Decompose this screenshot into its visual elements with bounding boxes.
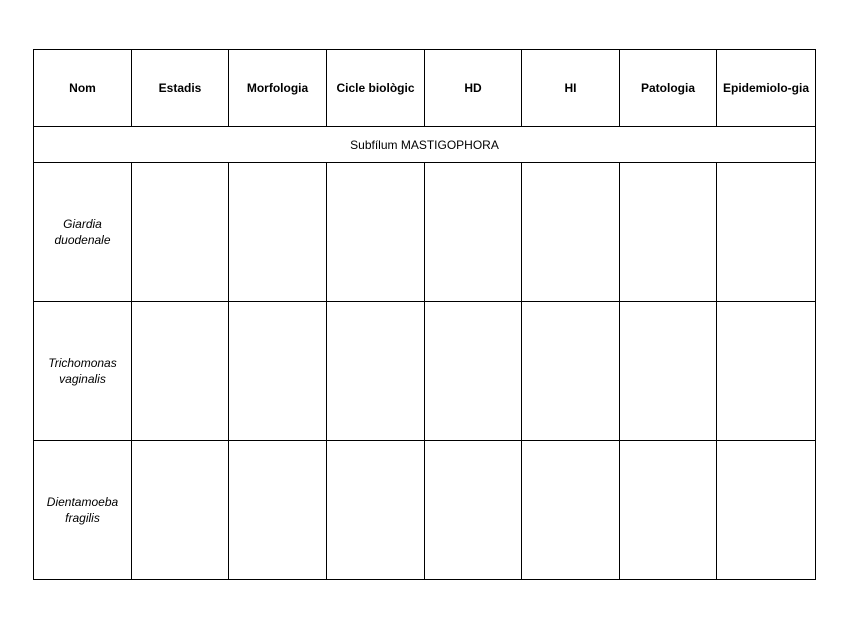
hd-cell[interactable] bbox=[425, 302, 522, 441]
cicle-biologic-cell[interactable] bbox=[327, 163, 425, 302]
header-patologia: Patologia bbox=[620, 50, 717, 127]
header-cicle-biologic: Cicle biològic bbox=[327, 50, 425, 127]
hd-cell[interactable] bbox=[425, 441, 522, 580]
header-hi: HI bbox=[522, 50, 620, 127]
epidemiologia-cell[interactable] bbox=[717, 163, 816, 302]
morfologia-cell[interactable] bbox=[229, 302, 327, 441]
patologia-cell[interactable] bbox=[620, 441, 717, 580]
subphylum-heading: Subfílum MASTIGOPHORA bbox=[34, 127, 816, 163]
table-row bbox=[34, 302, 816, 441]
estadis-cell[interactable] bbox=[132, 163, 229, 302]
patologia-cell[interactable] bbox=[620, 163, 717, 302]
hi-cell[interactable] bbox=[522, 441, 620, 580]
header-nom: Nom bbox=[34, 50, 132, 127]
header-epidemiologia: Epidemiolo-gia bbox=[717, 50, 816, 127]
table-row bbox=[34, 441, 816, 580]
epidemiologia-cell[interactable] bbox=[717, 302, 816, 441]
worksheet bbox=[33, 49, 816, 580]
row-name-cell bbox=[34, 302, 132, 441]
table-row bbox=[34, 163, 816, 302]
cicle-biologic-cell[interactable] bbox=[327, 302, 425, 441]
header-morfologia: Morfologia bbox=[229, 50, 327, 127]
epidemiologia-cell[interactable] bbox=[717, 441, 816, 580]
morfologia-cell[interactable] bbox=[229, 163, 327, 302]
species-name: Dientamoeba fragilis bbox=[46, 495, 119, 525]
header-row bbox=[34, 50, 816, 127]
header-estadis: Estadis bbox=[132, 50, 229, 127]
morfologia-cell[interactable] bbox=[229, 441, 327, 580]
cicle-biologic-cell[interactable] bbox=[327, 441, 425, 580]
hi-cell[interactable] bbox=[522, 163, 620, 302]
row-name-cell bbox=[34, 163, 132, 302]
estadis-cell[interactable] bbox=[132, 441, 229, 580]
estadis-cell[interactable] bbox=[132, 302, 229, 441]
subheading-row bbox=[34, 127, 816, 163]
hi-cell[interactable] bbox=[522, 302, 620, 441]
header-hd: HD bbox=[425, 50, 522, 127]
parasite-table bbox=[33, 49, 816, 580]
species-name: Giardia duodenale bbox=[54, 217, 111, 247]
row-name-cell bbox=[34, 441, 132, 580]
species-name: Trichomonas vaginalis bbox=[48, 356, 117, 386]
patologia-cell[interactable] bbox=[620, 302, 717, 441]
hd-cell[interactable] bbox=[425, 163, 522, 302]
